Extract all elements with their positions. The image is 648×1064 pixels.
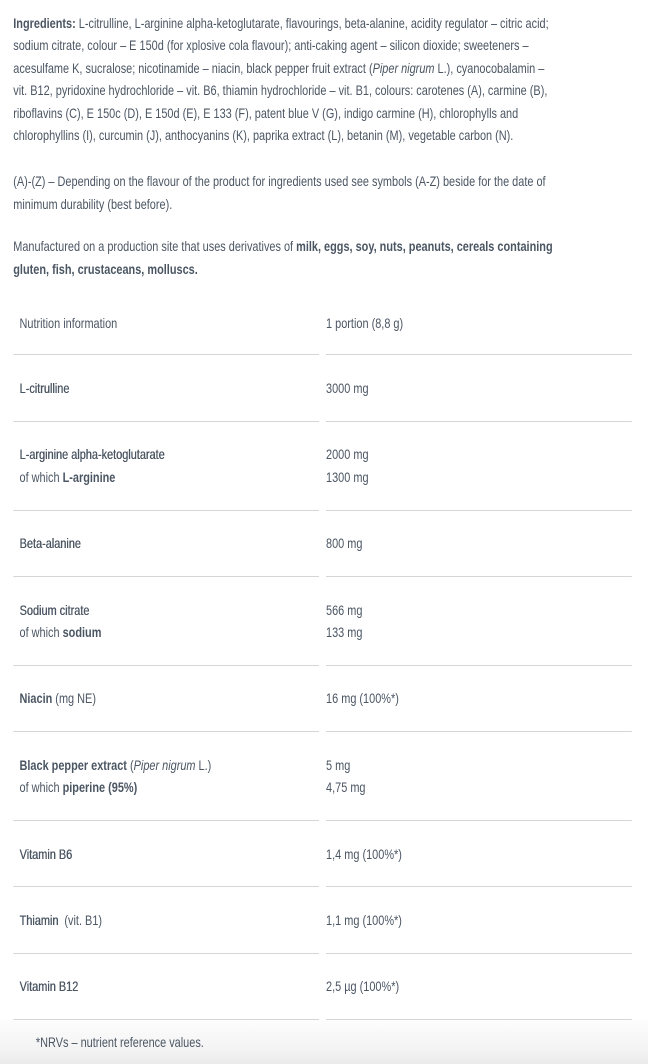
- nutrient-value-cell: [326, 511, 632, 577]
- table-cell-line: 1,4 mg (100%*): [326, 845, 402, 862]
- table-cell-line: Vitamin B12: [19, 978, 79, 995]
- table-cell-line: of which L-arginine: [19, 468, 116, 485]
- table-cell-line: Niacin (mg NE): [19, 690, 96, 707]
- table-cell-line: Vitamin B6: [19, 845, 73, 862]
- nutrient-label-cell: [13, 887, 319, 953]
- nutrient-label-cell: [13, 511, 319, 577]
- ingredients-paragraph: Ingredients: L-citrulline, L-arginine alpha-ketoglutarate, flavourings, beta-alanine, acidity regulator – citric acid; sodium citrate, colour – E 150d (for xplosive cola flavour); anti-caking agent – silicon dioxide; sweeteners – acesulfame K, sucralose; nicotinamide – niacin, black pepper fruit extract (Piper nigrum L.), cyanocobalamin – vit. B12, pyridoxine hydrochloride – vit. B6, thiamin hydrochloride – vit. B1, colours: carotenes (A), carmine (B), riboflavins (C), E 150c (D), E 150d (E), E 133 (F), patent blue V (G), indigo carmine (H), chlorophylls and chlorophyllins (I), curcumin (J), anthocyanins (K), paprika extract (L), betanin (M), vegetable carbon (N).: [13, 15, 549, 144]
- table-cell-line: 1,1 mg (100%*): [326, 911, 402, 928]
- nrv-footnote: *NRVs – nutrient reference values.: [35, 1034, 204, 1051]
- table-row: [13, 666, 632, 732]
- table-cell-line: Sodium citrate: [19, 601, 90, 618]
- table-cell-line: 4,75 mg: [326, 779, 366, 796]
- table-row: [13, 577, 632, 666]
- table-row: [13, 887, 632, 953]
- table-row: [13, 821, 632, 887]
- table-cell-line: Black pepper extract (Piper nigrum L.): [19, 756, 212, 773]
- table-cell-line: 2000 mg: [326, 446, 369, 463]
- nutrient-label-cell: [13, 355, 319, 421]
- nutrient-label-cell: [13, 666, 319, 732]
- table-cell-line: 16 mg (100%*): [326, 690, 399, 707]
- nutrient-value-cell: [326, 666, 632, 732]
- nutrient-value-cell: [326, 821, 632, 887]
- nrv-footnote-bar: [0, 1020, 648, 1064]
- nutrient-label-cell: [13, 422, 319, 511]
- table-row: [13, 732, 632, 821]
- nutrient-label-cell: [13, 577, 319, 666]
- header-value-cell: 1 portion (8,8 g): [326, 295, 632, 355]
- table-row: [13, 355, 632, 421]
- nutrient-label-cell: [13, 821, 319, 887]
- nutrient-value-cell: [326, 887, 632, 953]
- nutrient-value-cell: [326, 732, 632, 821]
- table-cell-line: 566 mg: [326, 601, 363, 618]
- nutrient-value-cell: [326, 355, 632, 421]
- allergens-paragraph: Manufactured on a production site that uses derivatives of milk, eggs, soy, nuts, peanuts, cereals containing gluten, fish, crustaceans, molluscs.: [13, 238, 553, 277]
- nutrient-value-cell: [326, 954, 632, 1020]
- header-label-cell: Nutrition information: [13, 295, 319, 355]
- table-cell-line: 3000 mg: [326, 379, 369, 396]
- nutrition-table-header: [13, 295, 632, 355]
- table-cell-line: L-arginine alpha-ketoglutarate: [19, 446, 165, 463]
- table-cell-line: Beta-alanine: [19, 535, 81, 552]
- table-cell-line: Thiamin (vit. B1): [19, 911, 103, 928]
- nutrient-value-cell: [326, 577, 632, 666]
- ingredients-section: [0, 0, 648, 283]
- table-row: [13, 422, 632, 511]
- durability-note-paragraph: (A)-(Z) – Depending on the flavour of the product for ingredients used see symbols (A-Z) beside for the date of minimum durability (best before).: [13, 173, 546, 212]
- table-cell-line: L-citrulline: [19, 379, 70, 396]
- nutrient-value-cell: [326, 422, 632, 511]
- table-cell-line: 1300 mg: [326, 468, 369, 485]
- nutrition-table: [13, 295, 632, 1020]
- table-cell-line: 5 mg: [326, 756, 351, 773]
- table-cell-line: of which piperine (95%): [19, 779, 138, 796]
- nutrition-table-body: [13, 355, 632, 1020]
- table-cell-line: 133 mg: [326, 623, 363, 640]
- nutrient-label-cell: [13, 954, 319, 1020]
- nutrient-label-cell: [13, 732, 319, 821]
- table-cell-line: 2,5 µg (100%*): [326, 978, 400, 995]
- table-row: [13, 954, 632, 1020]
- table-row: [13, 511, 632, 577]
- table-cell-line: of which sodium: [19, 623, 102, 640]
- table-cell-line: 800 mg: [326, 535, 363, 552]
